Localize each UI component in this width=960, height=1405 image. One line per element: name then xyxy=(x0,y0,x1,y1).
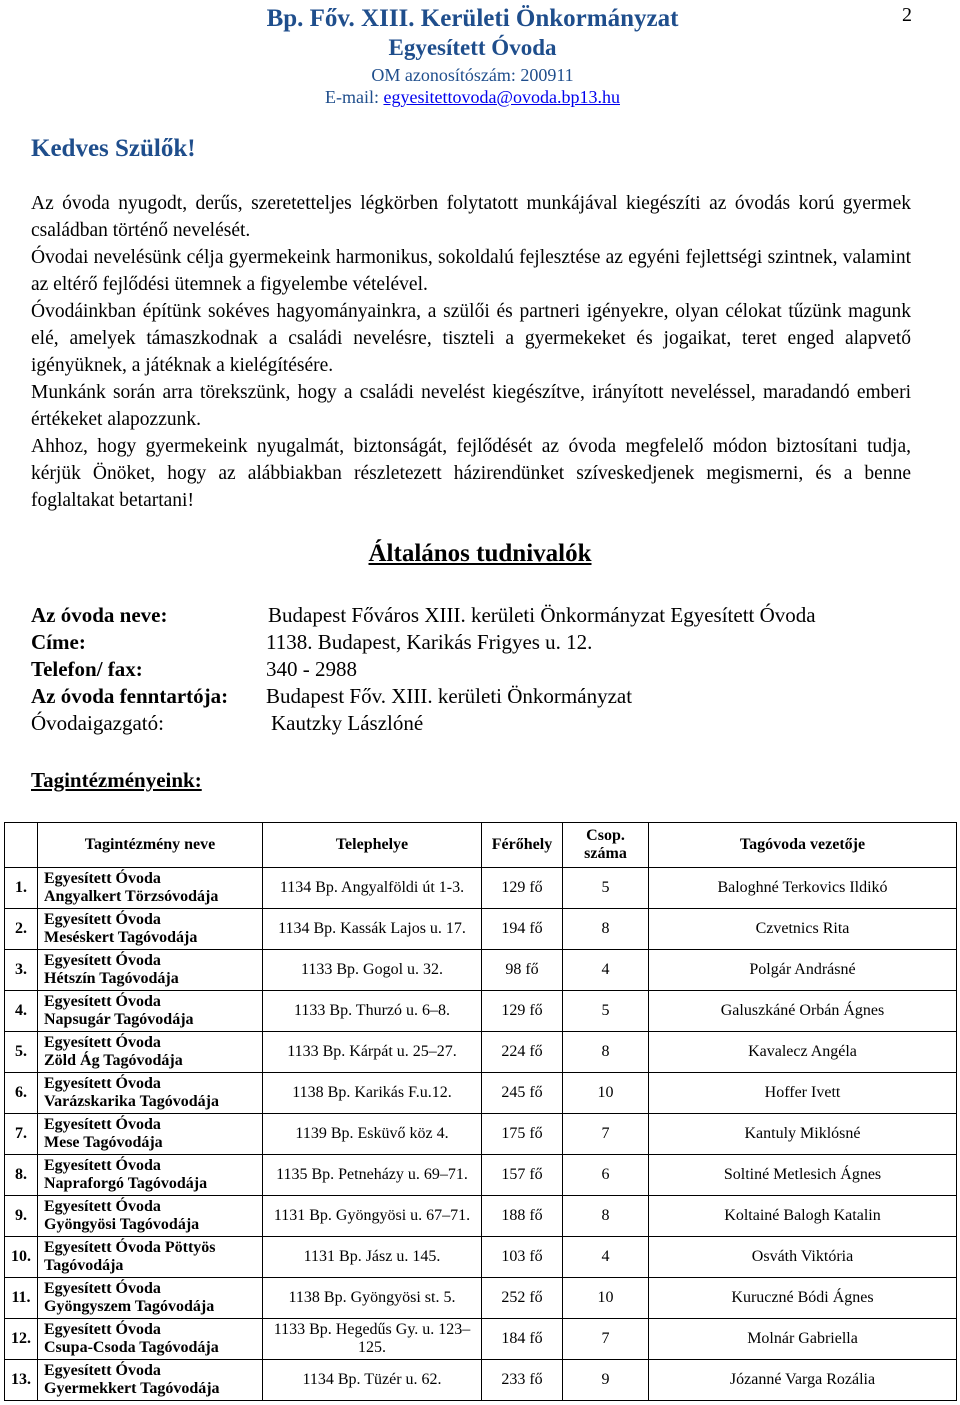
unit-head: Józanné Varga Rozália xyxy=(649,1360,957,1401)
header-num xyxy=(5,823,38,868)
unit-name-line2: Tagóvodája xyxy=(44,1257,124,1274)
unit-capacity: 157 fő xyxy=(482,1155,563,1196)
units-table xyxy=(4,822,957,1401)
unit-name-line1: Egyesített Óvoda xyxy=(44,870,161,887)
row-number: 8. xyxy=(5,1155,38,1196)
unit-head: Kantuly Miklósné xyxy=(649,1114,957,1155)
unit-address: 1135 Bp. Petneházy u. 69–71. xyxy=(263,1155,482,1196)
unit-capacity: 194 fő xyxy=(482,909,563,950)
table-row xyxy=(5,1319,957,1360)
row-number: 3. xyxy=(5,950,38,991)
unit-address: 1133 Bp. Gogol u. 32. xyxy=(263,950,482,991)
unit-name xyxy=(38,868,263,909)
unit-head: Hoffer Ivett xyxy=(649,1073,957,1114)
table-row xyxy=(5,950,957,991)
letterhead-om: OM azonosítószám: 200911 xyxy=(371,65,574,85)
greeting: Kedves Szülők! xyxy=(31,135,196,162)
header-name: Tagintézmény neve xyxy=(38,823,263,868)
row-number: 1. xyxy=(5,868,38,909)
intro-paragraph: Ahhoz, hogy gyermekeink nyugalmát, biztonságát, fejlődését az óvoda megfelelő módon biztosítani tudja, kérjük Önöket, hogy az alábbiakban részletezett házirendünket szíveskedjenek megismerni, és a benne foglaltakat betartani! xyxy=(31,436,911,511)
unit-name xyxy=(38,909,263,950)
unit-name-line1: Egyesített Óvoda xyxy=(44,1034,161,1051)
info-label: Óvodaigazgató: xyxy=(31,711,164,735)
unit-name-line2: Gyöngyösi Tagóvodája xyxy=(44,1216,200,1233)
unit-name-line2: Mese Tagóvodája xyxy=(44,1134,163,1151)
table-row xyxy=(5,991,957,1032)
unit-capacity: 103 fő xyxy=(482,1237,563,1278)
info-label: Az óvoda neve: xyxy=(31,603,168,627)
unit-groups: 8 xyxy=(563,1032,649,1073)
unit-address: 1134 Bp. Tüzér u. 62. xyxy=(263,1360,482,1401)
letterhead-name: Egyesített Óvoda xyxy=(388,35,557,60)
unit-name-line2: Gyermekkert Tagóvodája xyxy=(44,1380,220,1397)
unit-name-line1: Egyesített Óvoda xyxy=(44,1075,161,1092)
email-link[interactable]: egyesitettovoda@ovoda.bp13.hu xyxy=(383,87,620,107)
info-value: Budapest Főváros XIII. kerületi Önkormányzat Egyesített Óvoda xyxy=(268,603,816,627)
row-number: 4. xyxy=(5,991,38,1032)
unit-capacity: 224 fő xyxy=(482,1032,563,1073)
info-label: Címe: xyxy=(31,630,86,654)
unit-head: Kavalecz Angéla xyxy=(649,1032,957,1073)
intro-paragraph: Munkánk során arra törekszünk, hogy a családi nevelést kiegészítve, irányított neveléssel, maradandó emberi értékeket alapozzunk. xyxy=(31,382,911,430)
unit-name-line1: Egyesített Óvoda xyxy=(44,1157,161,1174)
unit-capacity: 175 fő xyxy=(482,1114,563,1155)
unit-name-line2: Csupa-Csoda Tagóvodája xyxy=(44,1339,219,1356)
row-number: 2. xyxy=(5,909,38,950)
unit-groups: 4 xyxy=(563,1237,649,1278)
unit-name-line1: Egyesített Óvoda xyxy=(44,1321,161,1338)
unit-address: 1133 Bp. Hegedűs Gy. u. 123–125. xyxy=(263,1319,482,1360)
unit-address: 1134 Bp. Angyalföldi út 1-3. xyxy=(263,868,482,909)
table-row xyxy=(5,1155,957,1196)
unit-name-line1: Egyesített Óvoda xyxy=(44,1280,161,1297)
unit-groups: 8 xyxy=(563,1196,649,1237)
table-row xyxy=(5,1114,957,1155)
letterhead-org: Bp. Főv. XIII. Kerületi Önkormányzat xyxy=(266,5,679,32)
unit-name-line1: Egyesített Óvoda xyxy=(44,952,161,969)
unit-name xyxy=(38,1196,263,1237)
header-address: Telephelye xyxy=(263,823,482,868)
unit-address: 1134 Bp. Kassák Lajos u. 17. xyxy=(263,909,482,950)
unit-groups: 9 xyxy=(563,1360,649,1401)
intro-paragraph: Óvodáinkban építünk sokéves hagyományainkra, a szülői és partneri igényekre, olyan célokat tűzünk magunk elé, amelyek támaszkodnak a családi nevelésre, tiszteli a gyermekeket és jogaikat, teret enged alapvető igényüknek, a játéknak a kielégítésére. xyxy=(31,301,911,376)
unit-head: Baloghné Terkovics Ildikó xyxy=(649,868,957,909)
unit-groups: 5 xyxy=(563,991,649,1032)
unit-groups: 6 xyxy=(563,1155,649,1196)
unit-name-line2: Napsugár Tagóvodája xyxy=(44,1011,194,1028)
unit-address: 1131 Bp. Gyöngyösi u. 67–71. xyxy=(263,1196,482,1237)
unit-groups: 10 xyxy=(563,1073,649,1114)
unit-name-line2: Zöld Ág Tagóvodája xyxy=(44,1052,183,1069)
unit-name-line2: Meséskert Tagóvodája xyxy=(44,929,198,946)
unit-head: Kuruczné Bódi Ágnes xyxy=(649,1278,957,1319)
unit-capacity: 129 fő xyxy=(482,991,563,1032)
unit-name xyxy=(38,1114,263,1155)
row-number: 5. xyxy=(5,1032,38,1073)
unit-name xyxy=(38,1073,263,1114)
intro-paragraph: Óvodai nevelésünk célja gyermekeink harmonikus, sokoldalú fejlesztése az egyéni fejlettségi szintnek, valamint az eltérő fejlődési ütemnek a figyelembe vételével. xyxy=(31,247,911,295)
unit-name xyxy=(38,1319,263,1360)
section-title: Általános tudnivalók xyxy=(368,540,592,567)
table-row xyxy=(5,1196,957,1237)
header-capacity: Férőhely xyxy=(482,823,563,868)
row-number: 9. xyxy=(5,1196,38,1237)
unit-name-line1: Egyesített Óvoda xyxy=(44,993,161,1010)
unit-name-line1: Egyesített Óvoda Pöttyös xyxy=(44,1239,216,1256)
unit-groups: 4 xyxy=(563,950,649,991)
unit-name xyxy=(38,991,263,1032)
unit-capacity: 245 fő xyxy=(482,1073,563,1114)
header-groups: Csop. száma xyxy=(563,823,649,868)
unit-name xyxy=(38,1155,263,1196)
unit-name-line2: Gyöngyszem Tagóvodája xyxy=(44,1298,215,1315)
table-row xyxy=(5,1360,957,1401)
row-number: 12. xyxy=(5,1319,38,1360)
table-header-row xyxy=(5,823,957,868)
header-head: Tagóvoda vezetője xyxy=(649,823,957,868)
unit-name xyxy=(38,1237,263,1278)
info-value: 340 - 2988 xyxy=(266,657,357,681)
row-number: 7. xyxy=(5,1114,38,1155)
unit-capacity: 233 fő xyxy=(482,1360,563,1401)
unit-capacity: 184 fő xyxy=(482,1319,563,1360)
unit-name-line2: Angyalkert Törzsóvodája xyxy=(44,888,219,905)
page-number: 2 xyxy=(902,4,912,26)
unit-address: 1139 Bp. Esküvő köz 4. xyxy=(263,1114,482,1155)
unit-name-line2: Varázskarika Tagóvodája xyxy=(44,1093,219,1110)
unit-groups: 5 xyxy=(563,868,649,909)
email-label: E-mail: xyxy=(324,87,384,107)
info-value: Kautzky Lászlóné xyxy=(271,711,424,735)
unit-head: Soltiné Metlesich Ágnes xyxy=(649,1155,957,1196)
unit-head: Koltainé Balogh Katalin xyxy=(649,1196,957,1237)
row-number: 11. xyxy=(5,1278,38,1319)
info-value: 1138. Budapest, Karikás Frigyes u. 12. xyxy=(266,630,593,654)
table-row xyxy=(5,868,957,909)
intro-paragraph: Az óvoda nyugodt, derűs, szeretetteljes légkörben folytatott munkájával kiegészíti az óvodás korú gyermek családban történő nevelését. xyxy=(31,193,911,241)
table-row xyxy=(5,1032,957,1073)
unit-name-line2: Hétszín Tagóvodája xyxy=(44,970,179,987)
intro-text xyxy=(31,190,911,514)
unit-groups: 7 xyxy=(563,1319,649,1360)
unit-name-line2: Napraforgó Tagóvodája xyxy=(44,1175,208,1192)
unit-name-line1: Egyesített Óvoda xyxy=(44,1116,161,1133)
unit-capacity: 252 fő xyxy=(482,1278,563,1319)
unit-address: 1138 Bp. Gyöngyösi st. 5. xyxy=(263,1278,482,1319)
row-number: 10. xyxy=(5,1237,38,1278)
unit-groups: 10 xyxy=(563,1278,649,1319)
unit-head: Molnár Gabriella xyxy=(649,1319,957,1360)
unit-groups: 7 xyxy=(563,1114,649,1155)
row-number: 6. xyxy=(5,1073,38,1114)
unit-name xyxy=(38,1360,263,1401)
unit-name xyxy=(38,1032,263,1073)
table-row xyxy=(5,1278,957,1319)
info-label: Telefon/ fax: xyxy=(31,657,143,681)
unit-name xyxy=(38,950,263,991)
unit-name-line1: Egyesített Óvoda xyxy=(44,1362,161,1379)
unit-address: 1133 Bp. Kárpát u. 25–27. xyxy=(263,1032,482,1073)
unit-groups: 8 xyxy=(563,909,649,950)
unit-name xyxy=(38,1278,263,1319)
unit-capacity: 98 fő xyxy=(482,950,563,991)
table-row xyxy=(5,1237,957,1278)
unit-address: 1138 Bp. Karikás F.u.12. xyxy=(263,1073,482,1114)
row-number: 13. xyxy=(5,1360,38,1401)
units-title: Tagintézményeink: xyxy=(31,768,202,792)
unit-name-line1: Egyesített Óvoda xyxy=(44,911,161,928)
unit-capacity: 188 fő xyxy=(482,1196,563,1237)
unit-head: Galuszkáné Orbán Ágnes xyxy=(649,991,957,1032)
unit-name-line1: Egyesített Óvoda xyxy=(44,1198,161,1215)
letterhead-email xyxy=(0,86,945,108)
unit-address: 1131 Bp. Jász u. 145. xyxy=(263,1237,482,1278)
unit-head: Polgár Andrásné xyxy=(649,950,957,991)
unit-address: 1133 Bp. Thurzó u. 6–8. xyxy=(263,991,482,1032)
unit-head: Osváth Viktória xyxy=(649,1237,957,1278)
info-label: Az óvoda fenntartója: xyxy=(31,684,229,708)
unit-capacity: 129 fő xyxy=(482,868,563,909)
info-value: Budapest Főv. XIII. kerületi Önkormányzat xyxy=(266,684,633,708)
unit-head: Czvetnics Rita xyxy=(649,909,957,950)
table-row xyxy=(5,909,957,950)
table-row xyxy=(5,1073,957,1114)
